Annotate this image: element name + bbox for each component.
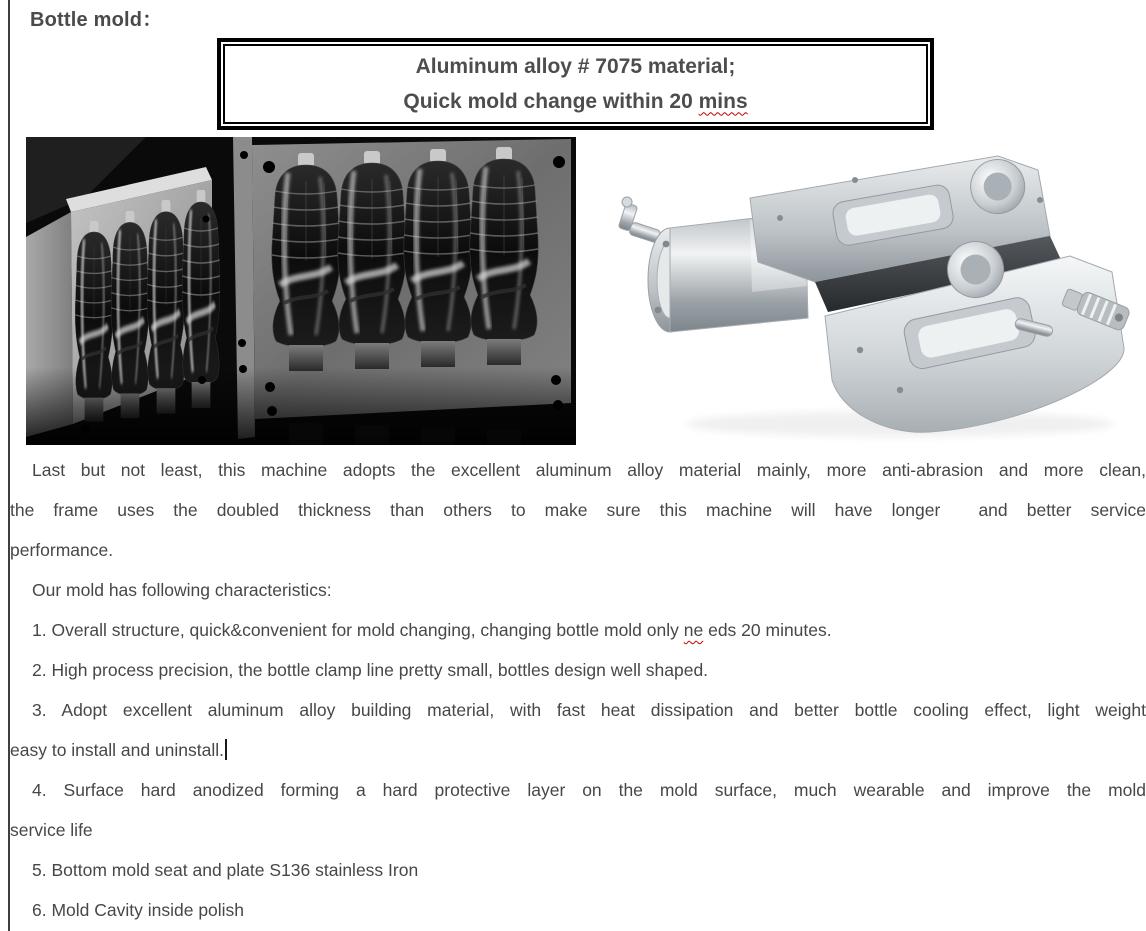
text-cursor bbox=[225, 739, 227, 760]
section-heading[interactable]: Bottle mold： bbox=[30, 9, 163, 31]
paragraph1-line2[interactable]: the frame uses the doubled thickness than others to make sure this machine will have longer and better service bbox=[10, 500, 1146, 520]
callout-line-1[interactable]: Aluminum alloy # 7075 material; bbox=[415, 54, 736, 78]
callout-line-2-text: Quick mold change within 20 bbox=[403, 89, 699, 113]
list-item-4-line2[interactable]: service life bbox=[10, 820, 93, 840]
list-item-1[interactable] bbox=[10, 610, 1146, 650]
document-body bbox=[10, 450, 1146, 930]
callout-box[interactable] bbox=[217, 38, 934, 130]
paragraph1-line1[interactable]: Last but not least, this machine adopts the excellent aluminum alloy material mainly, more anti-abrasion and more clean, bbox=[32, 460, 1146, 480]
callout-line-2[interactable] bbox=[403, 90, 747, 114]
aluminum-mold-block-photo[interactable] bbox=[600, 140, 1146, 445]
list-item-3-line2-text: easy to install and uninstall. bbox=[10, 740, 225, 760]
spellcheck-flagged-word: ne bbox=[683, 620, 704, 640]
paragraph2-intro[interactable]: Our mold has following characteristics: bbox=[32, 580, 332, 600]
list-item-4-line1[interactable]: 4. Surface hard anodized forming a hard protective layer on the mold surface, much wearable and improve the mold bbox=[32, 780, 1146, 800]
callout-box-inner-border bbox=[223, 44, 928, 124]
list-item-3-line2[interactable] bbox=[10, 730, 1146, 770]
list-item-1-text: 1. Overall structure, quick&convenient for mold changing, changing bottle mold only bbox=[32, 620, 684, 640]
list-item-5[interactable]: 5. Bottom mold seat and plate S136 stainless Iron bbox=[32, 860, 419, 880]
paragraph1-line3[interactable]: performance. bbox=[10, 540, 114, 560]
bottle-mold-cavity-photo[interactable] bbox=[26, 137, 576, 445]
list-item-3-line1[interactable]: 3. Adopt excellent aluminum alloy building material, with fast heat dissipation and better bottle cooling effect, light weight bbox=[32, 700, 1146, 720]
list-item-1-text-end: eds 20 minutes. bbox=[703, 620, 832, 640]
list-item-2[interactable]: 2. High process precision, the bottle clamp line pretty small, bottles design well shaped. bbox=[32, 660, 709, 680]
spellcheck-flagged-word: mins bbox=[698, 89, 748, 113]
list-item-6[interactable]: 6. Mold Cavity inside polish bbox=[32, 900, 245, 920]
